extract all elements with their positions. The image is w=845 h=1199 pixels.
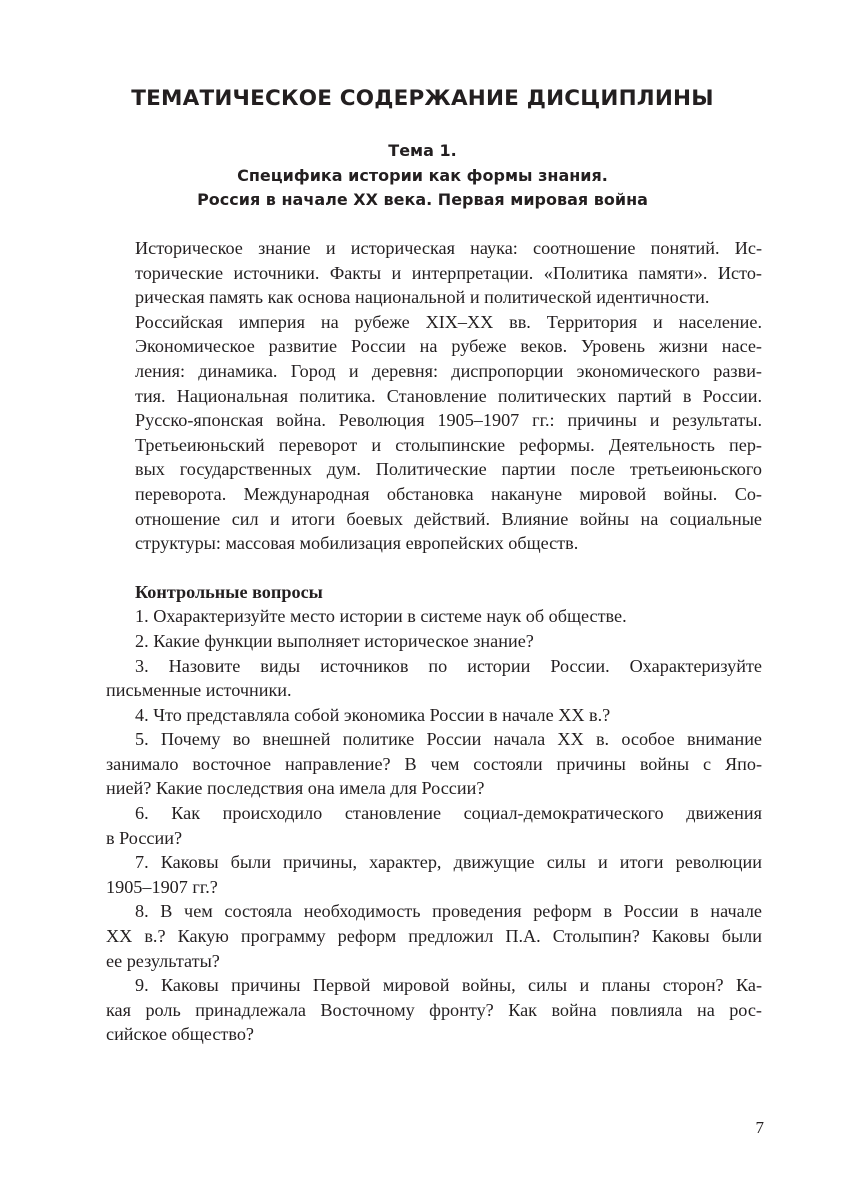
text-line: ления: динамика. Город и деревня: диспропорции экономического разви-: [135, 360, 762, 381]
text-line: 1905–1907 гг.?: [106, 876, 218, 897]
text-line: кая роль принадлежала Восточному фронту? Как война повлияла на рос-: [106, 999, 762, 1020]
text-line: 9. Каковы причины Первой мировой войны, силы и планы сторон? Ка-: [135, 975, 762, 996]
question-item: [106, 801, 762, 850]
text-line: торические источники. Факты и интерпретации. «Политика памяти». Исто-: [135, 262, 762, 283]
text-line: рическая память как основа национальной и политической идентичности.: [135, 287, 710, 308]
control-questions-title: Контрольные вопросы: [135, 581, 323, 602]
topic-heading: [0, 139, 845, 213]
text-line: 1. Охарактеризуйте место истории в системе наук об обществе.: [135, 606, 627, 627]
text-line: Третьеиюньский переворот и столыпинские реформы. Деятельность пер-: [135, 434, 762, 455]
text-line: нией? Какие последствия она имела для России?: [106, 778, 485, 799]
text-line: 4. Что представляла собой экономика России в начале XX в.?: [135, 704, 611, 725]
paragraph-russian-empire: [106, 310, 762, 556]
text-line: Историческое знание и историческая наука: соотношение понятий. Ис-: [135, 238, 762, 258]
topic-title-line-2: Россия в начале XX века. Первая мировая война: [197, 190, 648, 209]
topic-number: Тема 1.: [388, 141, 457, 160]
text-line: переворота. Международная обстановка накануне мировой войны. Со-: [135, 483, 762, 504]
text-line: 2. Какие функции выполняет историческое знание?: [135, 630, 534, 651]
text-line: сийское общество?: [106, 1024, 254, 1045]
section-title: ТЕМАТИЧЕСКОЕ СОДЕРЖАНИЕ ДИСЦИПЛИНЫ: [131, 86, 714, 111]
text-line: 6. Как происходило становление социал-демократического движения: [135, 803, 762, 824]
control-questions: [106, 580, 762, 1047]
text-line: 3. Назовите виды источников по истории России. Охарактеризуйте: [135, 655, 762, 676]
question-item: [106, 629, 762, 654]
text-line: структуры: массовая мобилизация европейских обществ.: [135, 533, 579, 554]
question-item: [106, 654, 762, 703]
text-line: 5. Почему во внешней политике России начала XX в. особое внимание: [135, 729, 762, 750]
text-line: занимало восточное направление? В чем состояли причины войны с Япо-: [106, 753, 762, 774]
text-line: отношение сил и итоги боевых действий. Влияние войны на социальные: [135, 508, 762, 529]
question-item: [106, 850, 762, 899]
text-line: 7. Каковы были причины, характер, движущие силы и итоги революции: [135, 852, 762, 873]
question-item: [106, 604, 762, 629]
text-line: Российская империя на рубеже XIX–XX вв. Территория и население.: [135, 311, 762, 332]
text-line: тия. Национальная политика. Становление политических партий в России.: [135, 385, 762, 406]
text-line: ее результаты?: [106, 950, 220, 971]
body-text: [106, 236, 762, 1047]
page-number: 7: [755, 1118, 764, 1137]
text-line: 8. В чем состояла необходимость проведения реформ в России в начале: [135, 901, 762, 922]
paragraph-historical-knowledge: [106, 236, 762, 310]
topic-title-line-1: Специфика истории как формы знания.: [237, 165, 608, 185]
text-line: вых государственных дум. Политические партии после третьеиюньского: [135, 459, 762, 480]
text-line: XX в.? Какую программу реформ предложил П.А. Столыпин? Каковы были: [106, 926, 762, 947]
question-item: [106, 703, 762, 728]
text-line: Русско-японская война. Революция 1905–1907 гг.: причины и результаты.: [135, 410, 762, 431]
text-line: Экономическое развитие России на рубеже веков. Уровень жизни насе-: [135, 336, 762, 357]
text-line: в России?: [106, 827, 183, 848]
question-item: [106, 727, 762, 801]
question-item: [106, 899, 762, 973]
question-item: [106, 973, 762, 1047]
text-line: письменные источники.: [106, 680, 292, 701]
